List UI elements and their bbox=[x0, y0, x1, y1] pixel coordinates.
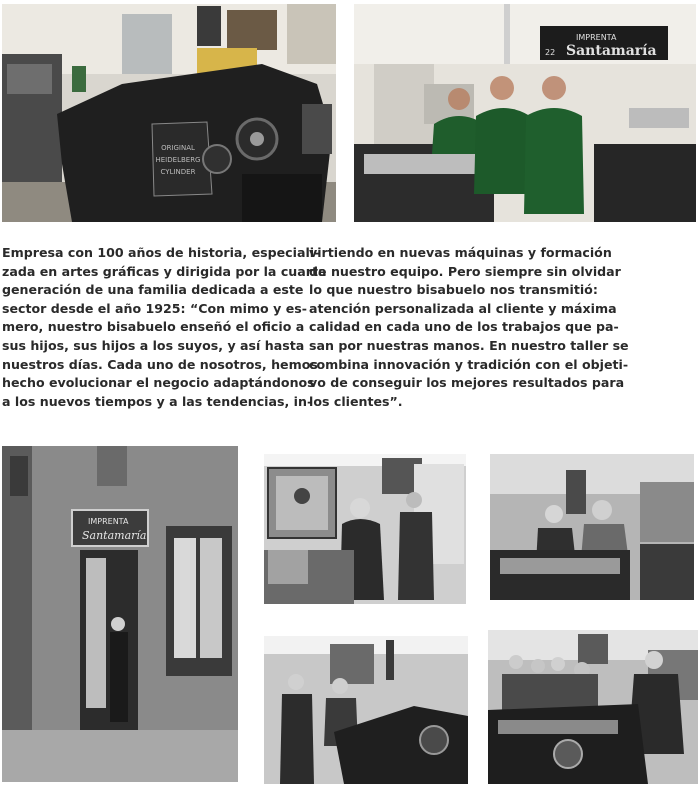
text-column-left bbox=[2, 244, 327, 411]
plate-line-2: HEIDELBERG bbox=[155, 156, 201, 164]
text-line: mero, nuestro bisabuelo enseñó el oficio a bbox=[2, 319, 305, 335]
text-line: generación de una familia dedicada a este bbox=[2, 282, 304, 298]
text-line: hecho evolucionar el negocio adaptándonos bbox=[2, 375, 315, 391]
text-line: de nuestro equipo. Pero siempre sin olvidar bbox=[309, 263, 621, 279]
text-line: zada en artes gráficas y dirigida por la cuarta bbox=[2, 263, 327, 279]
text-line: lo que nuestro bisabuelo nos transmitió: bbox=[309, 282, 598, 298]
text-line: nuestros días. Cada uno de nosotros, hemos bbox=[2, 356, 318, 372]
text-line: combina innovación y tradición con el objeti- bbox=[309, 356, 629, 372]
photo-historic-group bbox=[488, 630, 698, 784]
photo-historic-press-room bbox=[264, 636, 468, 784]
text-line: sector desde el año 1925: “Con mimo y es- bbox=[2, 300, 307, 316]
text-line: calidad en cada uno de los trabajos que pa- bbox=[309, 319, 619, 335]
sign-top: IMPRENTA bbox=[576, 33, 617, 42]
sign-number: 22 bbox=[545, 48, 556, 57]
text-line: Empresa con 100 años de historia, especiali- bbox=[2, 245, 320, 260]
street-sign-name: Santamaría bbox=[82, 529, 147, 542]
photo-historic-storefront bbox=[2, 446, 238, 782]
text-line: atención personalizada al cliente y máxima bbox=[309, 300, 617, 316]
text-column-right bbox=[309, 244, 629, 411]
photo-heidelberg-press bbox=[2, 4, 336, 222]
text-line: virtiendo en nuevas máquinas y formación bbox=[309, 245, 612, 260]
text-line: a los nuevos tiempos y a las tendencias, in- bbox=[2, 393, 313, 409]
photo-workshop-team bbox=[354, 4, 696, 222]
plate-line-3: CYLINDER bbox=[160, 168, 196, 176]
text-line: vo de conseguir los mejores resultados para bbox=[309, 375, 625, 391]
sign-name: Santamaría bbox=[566, 43, 657, 59]
street-sign-top: IMPRENTA bbox=[88, 517, 129, 526]
photo-historic-workers bbox=[490, 454, 694, 600]
plate-line-1: ORIGINAL bbox=[161, 144, 195, 152]
photo-historic-office bbox=[264, 454, 466, 604]
text-line: sus hijos, sus hijos a los suyos, y así hasta bbox=[2, 337, 305, 353]
text-line: san por nuestras manos. En nuestro taller se bbox=[309, 337, 629, 353]
text-line: los clientes”. bbox=[309, 393, 403, 409]
